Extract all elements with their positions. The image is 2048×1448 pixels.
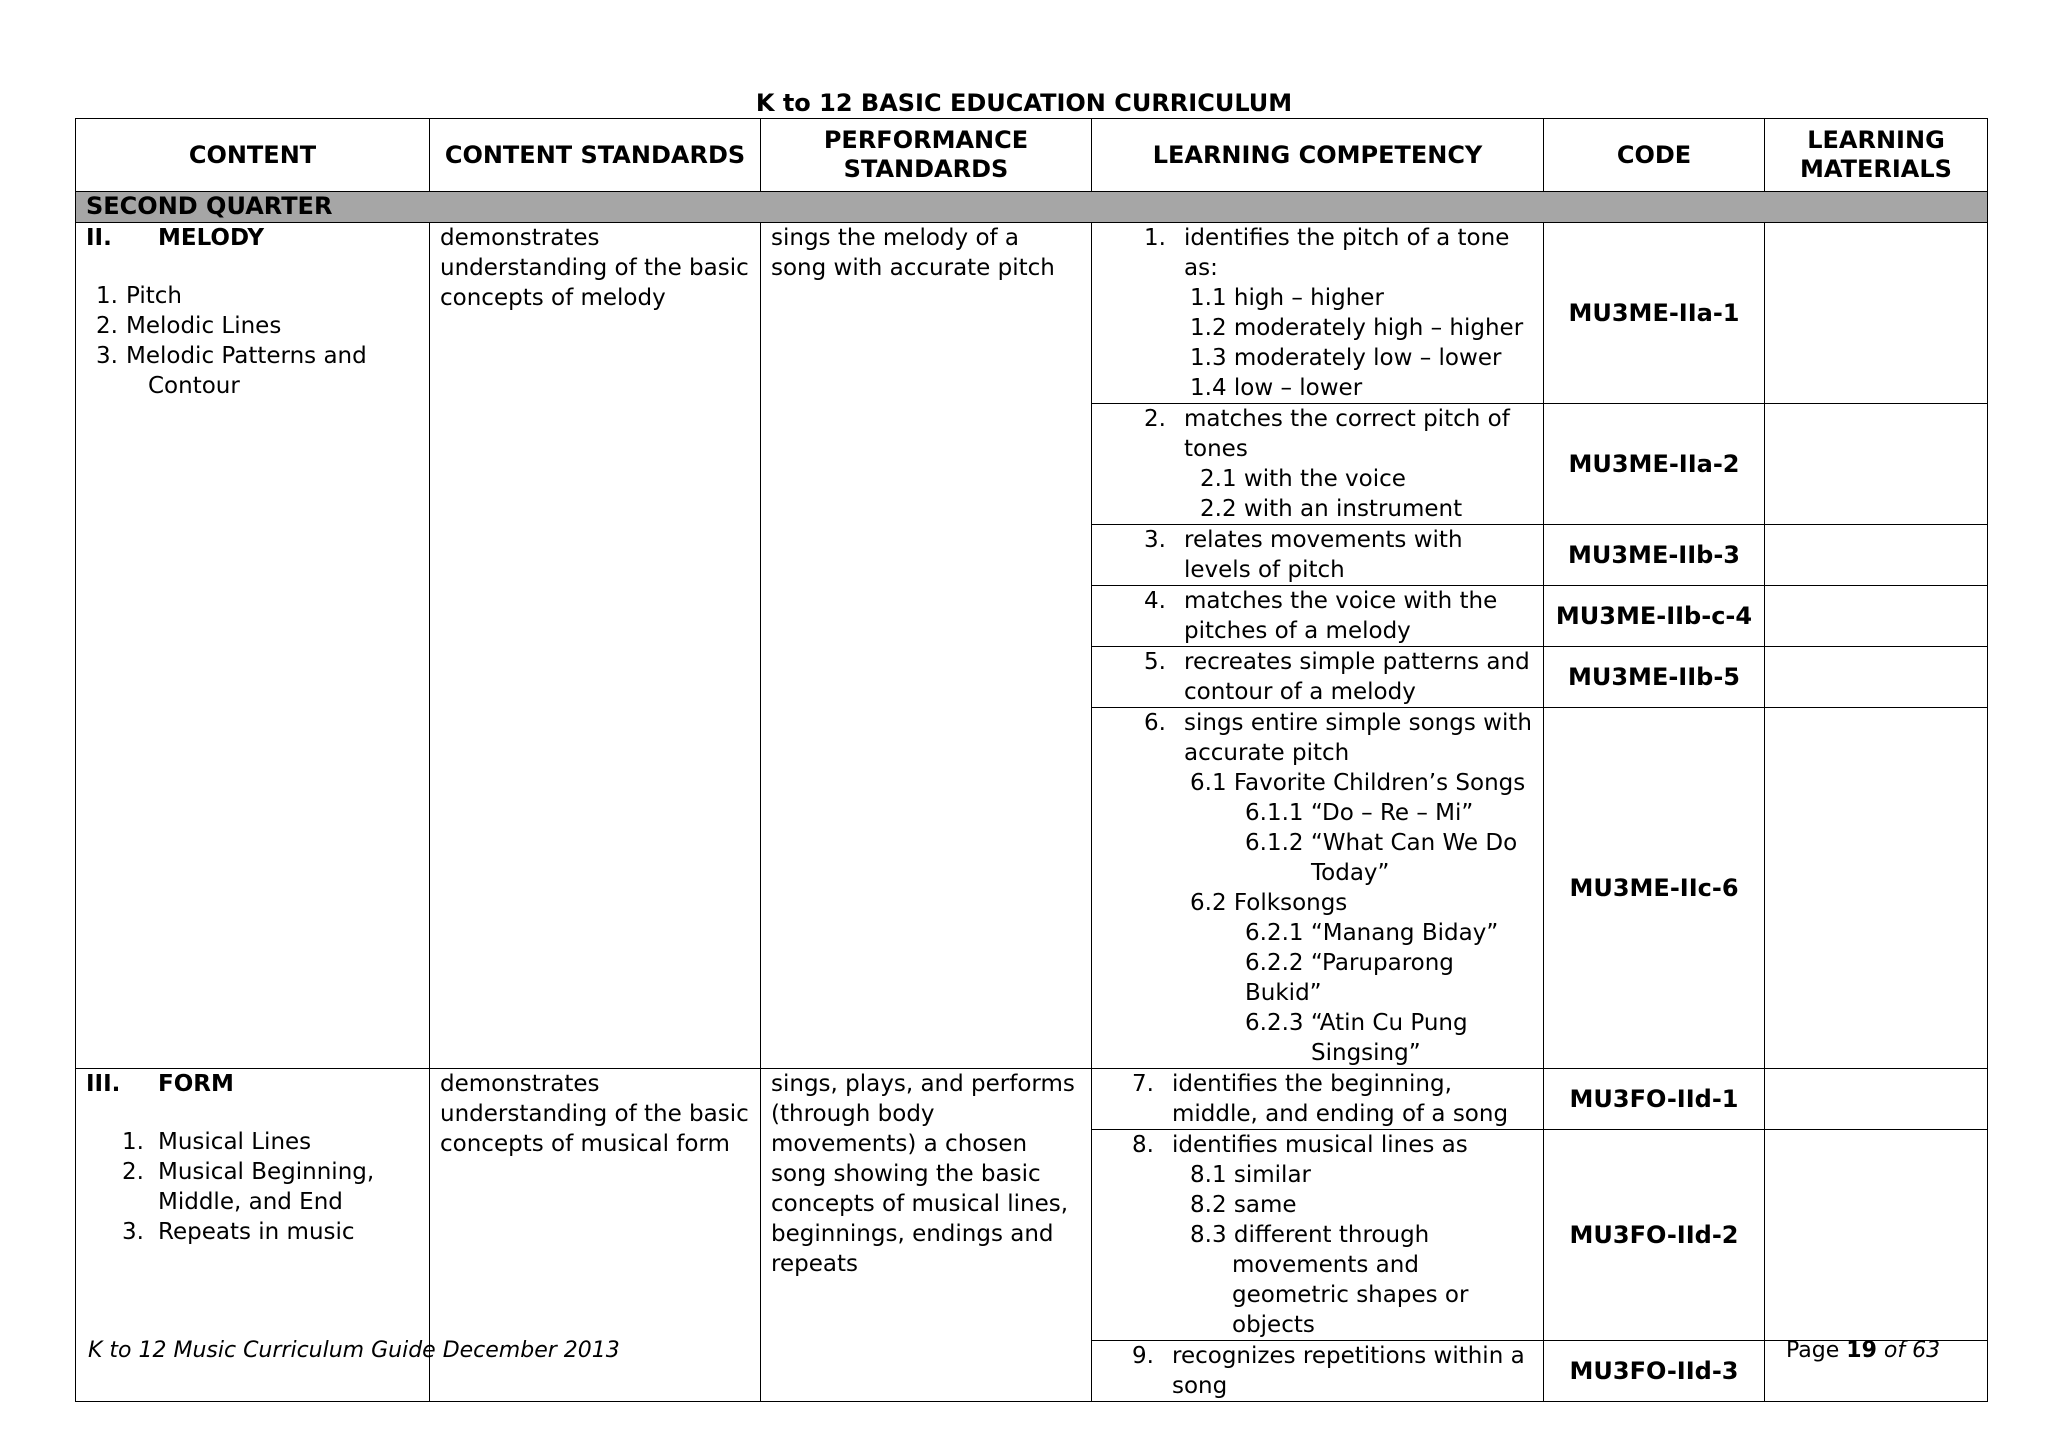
header-content: CONTENT (76, 119, 430, 192)
competency-code: MU3ME-IIa-1 (1544, 223, 1765, 404)
footer-page-number: Page 19 of 63 (1786, 1338, 1941, 1363)
curriculum-table (75, 118, 1988, 1402)
competency-code: MU3FO-IId-1 (1544, 1069, 1765, 1130)
learning-materials-cell (1765, 404, 1988, 525)
list-item: 3. Melodic Patterns and (96, 343, 367, 369)
learning-materials-cell (1765, 708, 1988, 1069)
competency-cell: 6. sings entire simple songs with accurate pitch 6.1 Favorite Children’s Songs 6.1.1 “Do – Re – Mi” 6.1.2 “What Can We Do Today” 6.2 Folksongs 6.2.1 “Manang Biday” 6.2.2 “Paruparong Bukid” 6.2.3 “Atin Cu Pung Singsing” (1092, 708, 1544, 1069)
footer-guide-title: K to 12 Music Curriculum Guide December 2013 (88, 1338, 620, 1363)
learning-materials-cell (1765, 223, 1988, 404)
competency-code: MU3ME-IIb-5 (1544, 647, 1765, 708)
learning-materials-cell (1765, 586, 1988, 647)
list-item: 1. Musical Lines (122, 1129, 312, 1155)
quarter-label: SECOND QUARTER (76, 192, 1988, 223)
competency-code: MU3ME-IIb-c-4 (1544, 586, 1765, 647)
competency-code: MU3FO-IId-2 (1544, 1130, 1765, 1341)
performance-standard: sings the melody of a song with accurate pitch (761, 223, 1092, 1069)
competency-cell: 4. matches the voice with the pitches of a melody (1092, 586, 1544, 647)
list-item: 2. Musical Beginning, Middle, and End (122, 1159, 375, 1215)
competency-cell: 8. identifies musical lines as 8.1 similar 8.2 same 8.3 different through movements and geometric shapes or objects (1092, 1130, 1544, 1341)
quarter-row (76, 192, 1988, 223)
list-item: 1. Pitch (96, 283, 182, 309)
content-standard: demonstrates understanding of the basic concepts of musical form (430, 1069, 761, 1402)
header-content-standards: CONTENT STANDARDS (430, 119, 761, 192)
document-title: K to 12 BASIC EDUCATION CURRICULUM (755, 89, 1293, 117)
learning-materials-cell (1765, 1130, 1988, 1341)
list-item: 3. Repeats in music (122, 1219, 355, 1245)
competency-cell: 9. recognizes repetitions within a song (1092, 1341, 1544, 1402)
content-standard: demonstrates understanding of the basic concepts of melody (430, 223, 761, 1069)
table-row (76, 223, 1988, 404)
competency-code: MU3ME-IIc-6 (1544, 708, 1765, 1069)
competency-code: MU3ME-IIb-3 (1544, 525, 1765, 586)
table-row (76, 1069, 1988, 1130)
list-item: 2. Melodic Lines (96, 313, 282, 339)
table-header-row (76, 119, 1988, 192)
content-melody (76, 223, 430, 1069)
header-learning-competency: LEARNING COMPETENCY (1092, 119, 1544, 192)
competency-cell: 7. identifies the beginning, middle, and ending of a song (1092, 1069, 1544, 1130)
content-list (86, 281, 419, 371)
competency-code: MU3FO-IId-3 (1544, 1341, 1765, 1402)
competency-code: MU3ME-IIa-2 (1544, 404, 1765, 525)
list-item-continuation: Contour (148, 373, 240, 399)
header-learning-materials: LEARNING MATERIALS (1765, 119, 1988, 192)
content-list (86, 1127, 419, 1247)
topic-heading: III. FORM (86, 1071, 234, 1097)
topic-heading: II. MELODY (86, 225, 265, 251)
competency-cell: 2. matches the correct pitch of tones 2.1 with the voice 2.2 with an instrument (1092, 404, 1544, 525)
competency-cell: 1. identifies the pitch of a tone as: 1.1 high – higher 1.2 moderately high – higher 1.3 moderately low – lower 1.4 low – lower (1092, 223, 1544, 404)
header-performance-standards: PERFORMANCE STANDARDS (761, 119, 1092, 192)
learning-materials-cell (1765, 525, 1988, 586)
competency-cell: 3. relates movements with levels of pitch (1092, 525, 1544, 586)
learning-materials-cell (1765, 647, 1988, 708)
header-code: CODE (1544, 119, 1765, 192)
performance-standard: sings, plays, and performs (through body movements) a chosen song showing the basic concepts of musical lines, beginnings, endings and repeats (761, 1069, 1092, 1402)
competency-cell: 5. recreates simple patterns and contour of a melody (1092, 647, 1544, 708)
learning-materials-cell (1765, 1069, 1988, 1130)
